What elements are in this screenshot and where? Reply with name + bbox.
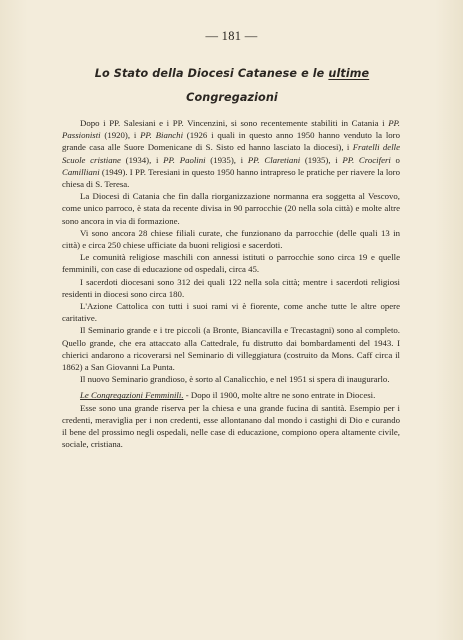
page-number: — 181 — [205, 29, 258, 43]
paragraph [62, 402, 400, 451]
paragraph [62, 190, 400, 227]
italic-text: PP. Passionisti [62, 118, 400, 141]
text-run: o [390, 154, 400, 165]
text-run: (1935), i [205, 154, 248, 165]
text-run: - Dopo il 1900, molte altre ne sono entrate in Diocesi. [183, 390, 376, 401]
text-run: I sacerdoti diocesani sono 312 dei quali 122 nella sola città; mentre i sacerdoti religiosi residenti in diocesi sono circa 180. [62, 276, 400, 299]
paragraph [62, 300, 400, 324]
italic-text: Fratelli delle Scuole cristiane [62, 142, 401, 165]
paragraph [62, 324, 400, 373]
text-run: L'Azione Cattolica con tutti i suoi rami vi è fiorente, come anche tutte le altre opere caritative. [62, 301, 400, 324]
text-run: La Diocesi di Catania che fin dalla riorganizzazione normanna era soggetta al Vescovo, come unico parroco, è stata da recente divisa in 90 parrocchie (20 nella sola città) e molte altre sono ancora in via di formazione. [62, 191, 400, 226]
chapter-title-line-2: Congregazioni [186, 91, 278, 104]
paragraph [62, 117, 400, 190]
italic-text: Le Congregazioni Femminili. [80, 390, 184, 401]
chapter-title-text: Lo Stato della Diocesi Catanese e le [94, 67, 329, 80]
paragraph [62, 251, 400, 275]
paragraph [62, 276, 400, 300]
text-run: Il nuovo Seminario grandioso, è sorto al Canalicchio, e nel 1951 si spera di inaugurarlo. [80, 374, 390, 385]
paragraph [62, 389, 400, 401]
italic-text: PP. Claretiani [247, 154, 301, 165]
italic-text: PP. Crociferi [342, 154, 391, 165]
text-run: (1949). I PP. Teresiani in questo 1950 hanno intrapreso le pratiche per riavere la loro chiesa di S. Teresa. [62, 166, 400, 190]
text-run: Dopo i PP. Salesiani e i PP. Vincenzini, si sono recentemente stabiliti in Catania i [80, 118, 389, 128]
italic-text: PP. Bianchi [140, 130, 184, 141]
italic-text: Camilliani [62, 166, 100, 177]
text-run: Esse sono una grande riserva per la chiesa e una grande fucina di santità. Esempio per i credenti, meraviglia per i non credenti, esse allontanano dal mondo i castighi di Dio e curando il bene del prossimo negli ospedali, nelle case di educazione, compiono opera altamente civile, sociale, cristiana. [62, 402, 400, 450]
text-run: (1920), i [100, 130, 141, 141]
text-run: (1934), i [120, 154, 164, 165]
paragraph [62, 227, 400, 251]
chapter-title-underlined-word: ultime [328, 67, 370, 80]
text-run: (1935), i [300, 154, 343, 165]
italic-text: PP. Paolini [163, 154, 206, 165]
chapter-title-line-1 [60, 67, 404, 80]
body-text [62, 117, 400, 450]
text-run: Le comunità religiose maschili con annessi istituti o parrocchie sono circa 19 e quelle femminili, con case di educazione od ospedali, circa 45. [62, 252, 400, 275]
text-run: (1926 i quali in questo anno 1950 hanno venduto la loro grande casa alle Suore Domenicane di S. Sisto ed hanno lasciato la diocesi), i [62, 130, 400, 153]
text-run: Vi sono ancora 28 chiese filiali curate, che funzionano da parrocchie (delle quali 13 in città) e circa 250 chiese ufficiate da buoni religiosi e sacerdoti. [62, 227, 400, 251]
text-run: Il Seminario grande e i tre piccoli (a Bronte, Biancavilla e Trecastagni) sono al completo. Quello grande, che era attaccato alla Cattedrale, fu distrutto dai bombardamenti del 1943. I chierici andarono a ricoverarsi nel Seminario di villeggiatura (costruito da Mons. Caff circa il 1862) a San Giovanni La Punta. [62, 325, 400, 373]
paragraph [62, 373, 400, 385]
